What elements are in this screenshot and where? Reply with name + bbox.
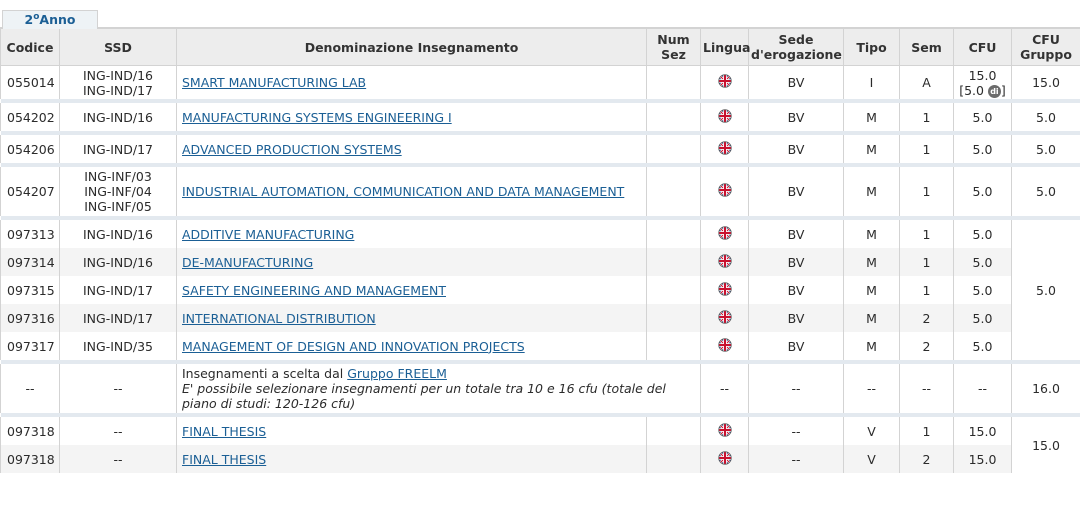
cfu-value: 5.0 (972, 226, 993, 242)
ssd-code: ING-IND/17 (82, 82, 153, 98)
course-tipo: M (844, 332, 900, 360)
ssd-code: ING-INF/04 (84, 184, 152, 199)
course-cfu-gruppo: 15.0 (1012, 66, 1080, 100)
course-tipo: M (844, 248, 900, 276)
ssd-code: ING-INF/03 (84, 169, 152, 184)
course-code: 054206 (1, 135, 60, 163)
course-link[interactable]: SAFETY ENGINEERING AND MANAGEMENT (182, 282, 446, 298)
course-cfu (954, 417, 1012, 445)
cfu-value: 15.0 (968, 67, 997, 83)
num-sez-cell (647, 103, 701, 131)
course-sem: 2 (900, 332, 954, 360)
course-sem: 1 (900, 220, 954, 248)
col-sede: Sede d'erogazione (749, 29, 844, 66)
col-codice: Codice (1, 29, 60, 66)
language-cell (701, 103, 749, 131)
course-sede: BV (749, 135, 844, 163)
cfu-value: 15.0 (968, 423, 997, 439)
course-sede: -- (749, 445, 844, 473)
course-tipo: V (844, 417, 900, 445)
col-num-sez: Num Sez (647, 29, 701, 66)
num-sez-cell (647, 276, 701, 304)
ssd-code: ING-INF/05 (84, 199, 152, 214)
course-ssd (60, 445, 177, 473)
freelm-sede: -- (749, 364, 844, 413)
ssd-code: ING-IND/16 (82, 109, 153, 125)
course-sem: 1 (900, 276, 954, 304)
course-name-cell (177, 66, 647, 100)
cfu-value: 5.0 (972, 184, 993, 199)
freelm-codice: -- (1, 364, 60, 413)
course-sede: BV (749, 304, 844, 332)
ssd-code: ING-IND/17 (82, 141, 153, 157)
course-link[interactable]: FINAL THESIS (182, 423, 267, 439)
course-cfu (954, 103, 1012, 131)
course-cfu (954, 276, 1012, 304)
course-tipo: M (844, 304, 900, 332)
table-row (1, 276, 1080, 304)
ssd-code: -- (113, 451, 123, 467)
num-sez-cell (647, 167, 701, 216)
course-cfu (954, 167, 1012, 216)
table-row (1, 167, 1080, 216)
num-sez-cell (647, 304, 701, 332)
freelm-lingua: -- (701, 364, 749, 413)
ssd-code: -- (113, 423, 123, 439)
freelm-tipo: -- (844, 364, 900, 413)
course-ssd (60, 304, 177, 332)
uk-flag-icon (718, 282, 732, 299)
language-cell (701, 417, 749, 445)
course-tipo: I (844, 66, 900, 100)
group-cfu: 15.0 (1012, 417, 1080, 473)
cfu-detail-close: ] (1000, 82, 1006, 98)
course-name-cell (177, 445, 647, 473)
freelm-cfu: -- (954, 364, 1012, 413)
course-link[interactable]: INDUSTRIAL AUTOMATION, COMMUNICATION AND DATA MANAGEMENT (182, 184, 625, 199)
table-row (1, 66, 1080, 100)
table-header (1, 29, 1080, 66)
course-code: 055014 (1, 66, 60, 100)
table-row-freelm (1, 364, 1080, 413)
ssd-code: ING-IND/16 (82, 67, 153, 83)
course-sede: BV (749, 167, 844, 216)
course-sem: 2 (900, 445, 954, 473)
freelm-description (177, 364, 701, 413)
course-code: 097314 (1, 248, 60, 276)
ssd-code: ING-IND/16 (82, 226, 153, 242)
course-ssd (60, 248, 177, 276)
course-code: 097313 (1, 220, 60, 248)
course-sem: 2 (900, 304, 954, 332)
group-cfu: 5.0 (1012, 220, 1080, 360)
num-sez-cell (647, 66, 701, 100)
course-sede: BV (749, 66, 844, 100)
tab-second-year[interactable]: 2$^o$Anno (2, 10, 98, 29)
course-code: 097316 (1, 304, 60, 332)
course-tipo: M (844, 220, 900, 248)
uk-flag-icon (718, 254, 732, 271)
cfu-value: 5.0 (972, 109, 993, 125)
course-sem: 1 (900, 417, 954, 445)
cfu-value: 5.0 (972, 254, 993, 270)
table-row (1, 220, 1080, 248)
course-tipo: M (844, 135, 900, 163)
num-sez-cell (647, 248, 701, 276)
col-cfu-gruppo: CFU Gruppo (1012, 29, 1080, 66)
col-ssd: SSD (60, 29, 177, 66)
col-denominazione: Denominazione Insegnamento (177, 29, 647, 66)
course-ssd (60, 66, 177, 100)
table-row (1, 332, 1080, 360)
course-name-cell (177, 248, 647, 276)
table-row (1, 135, 1080, 163)
course-name-cell (177, 276, 647, 304)
course-link[interactable]: MANUFACTURING SYSTEMS ENGINEERING I (182, 109, 452, 125)
table-row (1, 417, 1080, 445)
course-name-cell (177, 135, 647, 163)
freelm-note: E' possibile selezionare insegnamenti per un totale tra 10 e 16 cfu (totale del piano di studi: 120-126 cfu) (182, 381, 666, 411)
course-cfu-gruppo: 5.0 (1012, 135, 1080, 163)
course-tipo: V (844, 445, 900, 473)
num-sez-cell (647, 417, 701, 445)
course-sede: BV (749, 103, 844, 131)
ssd-code: ING-IND/17 (82, 310, 153, 326)
uk-flag-icon (718, 109, 732, 126)
ssd-code: ING-IND/17 (82, 282, 153, 298)
course-name-cell (177, 417, 647, 445)
language-cell (701, 332, 749, 360)
course-ssd (60, 135, 177, 163)
uk-flag-icon (718, 310, 732, 327)
course-tipo: M (844, 167, 900, 216)
num-sez-cell (647, 445, 701, 473)
course-sem: 1 (900, 167, 954, 216)
language-cell (701, 135, 749, 163)
language-cell (701, 66, 749, 100)
course-cfu (954, 304, 1012, 332)
di-info-icon[interactable]: di (988, 85, 1001, 98)
cfu-detail-open: [5.0 (959, 82, 988, 98)
course-cfu (954, 66, 1012, 100)
course-name-cell (177, 332, 647, 360)
uk-flag-icon (718, 338, 732, 355)
uk-flag-icon (718, 141, 732, 158)
course-cfu (954, 332, 1012, 360)
course-tipo: M (844, 103, 900, 131)
num-sez-cell (647, 332, 701, 360)
tab-bar (0, 0, 1080, 28)
uk-flag-icon (718, 74, 732, 91)
course-sede: BV (749, 332, 844, 360)
course-sem: 1 (900, 103, 954, 131)
language-cell (701, 304, 749, 332)
col-cfu: CFU (954, 29, 1012, 66)
courses-table (0, 28, 1080, 473)
cfu-value: 5.0 (972, 310, 993, 326)
language-cell (701, 276, 749, 304)
course-cfu (954, 445, 1012, 473)
course-code: 097317 (1, 332, 60, 360)
course-name-cell (177, 304, 647, 332)
language-cell (701, 248, 749, 276)
course-cfu-gruppo: 5.0 (1012, 167, 1080, 216)
course-sede: BV (749, 220, 844, 248)
course-sede: -- (749, 417, 844, 445)
course-sem: A (900, 66, 954, 100)
course-ssd (60, 417, 177, 445)
course-link[interactable]: ADDITIVE MANUFACTURING (182, 226, 355, 242)
course-cfu (954, 220, 1012, 248)
col-sem: Sem (900, 29, 954, 66)
ssd-code: ING-IND/35 (82, 338, 153, 354)
table-row (1, 445, 1080, 473)
uk-flag-icon (718, 423, 732, 440)
freelm-group-link[interactable]: Gruppo FREELM (347, 366, 447, 381)
cfu-value: 5.0 (972, 141, 993, 157)
course-tipo: M (844, 276, 900, 304)
table-row (1, 248, 1080, 276)
course-link[interactable]: INTERNATIONAL DISTRIBUTION (182, 310, 376, 326)
course-ssd (60, 332, 177, 360)
course-sem: 1 (900, 248, 954, 276)
language-cell (701, 167, 749, 216)
course-link[interactable]: ADVANCED PRODUCTION SYSTEMS (182, 141, 402, 157)
cfu-value: 5.0 (972, 282, 993, 298)
language-cell (701, 445, 749, 473)
course-sede: BV (749, 276, 844, 304)
col-lingua: Lingua (701, 29, 749, 66)
course-sede: BV (749, 248, 844, 276)
num-sez-cell (647, 135, 701, 163)
course-ssd (60, 276, 177, 304)
course-cfu (954, 135, 1012, 163)
course-link[interactable]: MANAGEMENT OF DESIGN AND INNOVATION PROJECTS (182, 338, 525, 354)
course-code: 097318 (1, 417, 60, 445)
freelm-sem: -- (900, 364, 954, 413)
course-ssd (60, 167, 177, 216)
course-cfu-gruppo: 5.0 (1012, 103, 1080, 131)
uk-flag-icon (718, 183, 732, 200)
course-link[interactable]: FINAL THESIS (182, 451, 267, 467)
course-link[interactable]: DE-MANUFACTURING (182, 254, 314, 270)
cfu-value: 15.0 (968, 451, 997, 467)
course-link[interactable]: SMART MANUFACTURING LAB (182, 75, 367, 90)
table-row (1, 304, 1080, 332)
course-code: 054207 (1, 167, 60, 216)
course-name-cell (177, 220, 647, 248)
uk-flag-icon (718, 226, 732, 243)
num-sez-cell (647, 220, 701, 248)
course-ssd (60, 103, 177, 131)
col-tipo: Tipo (844, 29, 900, 66)
course-code: 054202 (1, 103, 60, 131)
course-name-cell (177, 167, 647, 216)
course-cfu (954, 248, 1012, 276)
freelm-ssd: -- (60, 364, 177, 413)
uk-flag-icon (718, 451, 732, 468)
course-code: 097315 (1, 276, 60, 304)
ssd-code: ING-IND/16 (82, 254, 153, 270)
course-code: 097318 (1, 445, 60, 473)
cfu-value: 5.0 (972, 338, 993, 354)
course-sem: 1 (900, 135, 954, 163)
course-ssd (60, 220, 177, 248)
language-cell (701, 220, 749, 248)
freelm-intro: Insegnamenti a scelta dal (182, 366, 348, 381)
freelm-cfu-gruppo: 16.0 (1012, 364, 1080, 413)
table-row (1, 103, 1080, 131)
course-name-cell (177, 103, 647, 131)
